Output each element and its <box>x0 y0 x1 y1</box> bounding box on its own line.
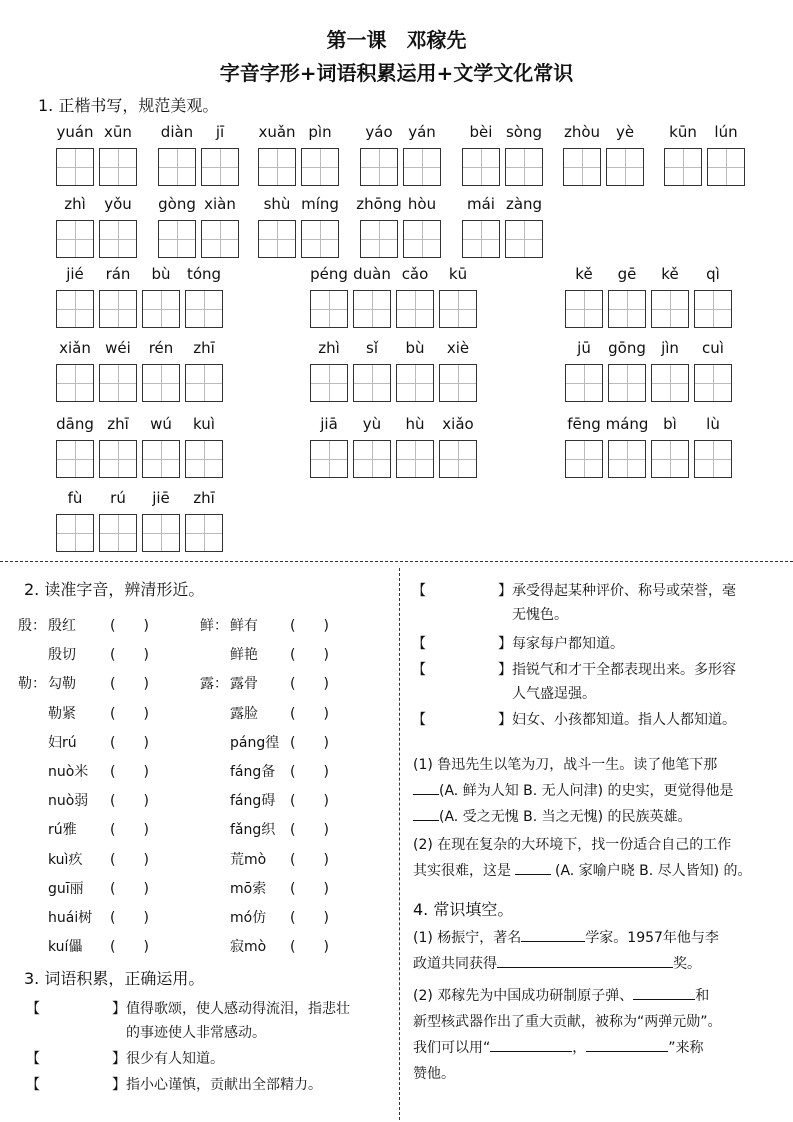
pinyin-label: tóng <box>186 265 222 283</box>
writing-cell[interactable] <box>608 440 646 478</box>
writing-cell[interactable] <box>403 220 441 258</box>
bracket-open: 【 <box>412 636 426 652</box>
answer-parentheses[interactable]: ( ) <box>290 939 329 956</box>
pinyin-label: jìn <box>661 339 679 357</box>
pinyin-label: péng <box>310 265 348 283</box>
pinyin-label: zhī <box>107 415 129 433</box>
word-item: kuí儡 <box>48 939 83 956</box>
writing-cell[interactable] <box>99 364 137 402</box>
pinyin-label: lún <box>714 123 738 141</box>
answer-parentheses[interactable]: ( ) <box>110 618 149 634</box>
answer-blank[interactable] <box>42 1048 112 1066</box>
writing-cell[interactable] <box>396 290 434 328</box>
pinyin-label: hòu <box>407 195 437 213</box>
q4-text: 学家。1957年他与李 <box>585 930 719 946</box>
character-grid <box>310 290 477 328</box>
pinyin-label: jī <box>215 123 225 141</box>
pinyin-label: wú <box>150 415 172 433</box>
writing-cell[interactable] <box>403 148 441 186</box>
answer-blank[interactable] <box>428 633 498 651</box>
word-item: 鲜有 <box>230 618 258 634</box>
writing-cell[interactable] <box>353 290 391 328</box>
pinyin-label: duàn <box>353 265 391 283</box>
answer-parentheses[interactable]: ( ) <box>290 793 329 810</box>
word-item: guī丽 <box>48 880 84 897</box>
word-item: 鲜艳 <box>230 647 258 664</box>
pinyin-label: kě <box>661 265 679 283</box>
blank[interactable] <box>633 985 695 1000</box>
writing-cell[interactable] <box>694 364 732 402</box>
character-grid <box>360 148 441 186</box>
pinyin-label: kě <box>575 265 593 283</box>
writing-cell[interactable] <box>565 364 603 402</box>
writing-cell[interactable] <box>505 148 543 186</box>
writing-cell[interactable] <box>360 148 398 186</box>
q4-text: 新型核武器作出了重大贡献，被称为“两弹元勋”。 <box>413 1014 722 1030</box>
answer-parentheses[interactable]: ( ) <box>290 676 329 693</box>
writing-cell[interactable] <box>56 440 94 478</box>
writing-cell[interactable] <box>664 148 702 186</box>
answer-parentheses[interactable]: ( ) <box>110 822 149 839</box>
writing-cell[interactable] <box>565 440 603 478</box>
answer-parentheses[interactable]: ( ) <box>290 618 329 634</box>
q2-heading: 2. 读准字音，辨清形近。 <box>24 580 205 599</box>
answer-parentheses[interactable]: ( ) <box>110 676 149 693</box>
writing-cell[interactable] <box>694 290 732 328</box>
bracket-open: 【 <box>26 1077 40 1093</box>
writing-cell[interactable] <box>694 440 732 478</box>
word-item: 露骨 <box>230 676 258 693</box>
q4-text: (2) 邓稼先为中国成功研制原子弹、 <box>413 988 634 1004</box>
character-grid <box>56 290 223 328</box>
answer-parentheses[interactable]: ( ) <box>290 764 329 780</box>
definition-text: 很少有人知道。 <box>126 1051 224 1067</box>
pinyin-label: fēng <box>567 415 601 433</box>
writing-cell[interactable] <box>462 220 500 258</box>
bracket-open: 【 <box>412 712 426 728</box>
word-item: 殷红 <box>48 618 76 634</box>
answer-blank[interactable] <box>42 998 112 1016</box>
bracket-open: 【 <box>26 1001 40 1017</box>
writing-cell[interactable] <box>360 220 398 258</box>
pinyin-label: zhòu <box>563 123 601 141</box>
writing-cell[interactable] <box>185 440 223 478</box>
pinyin-label: gòng <box>158 195 196 213</box>
writing-cell[interactable] <box>608 290 646 328</box>
writing-cell[interactable] <box>56 514 94 552</box>
character-grid <box>158 220 239 258</box>
writing-cell[interactable] <box>439 290 477 328</box>
pinyin-label: yù <box>362 415 382 433</box>
definition-text: 值得歌颂，使人感动得流泪，指悲壮 <box>126 1001 350 1017</box>
writing-cell[interactable] <box>142 440 180 478</box>
pinyin-label: diàn <box>160 123 194 141</box>
pinyin-label: bù <box>151 265 171 283</box>
writing-cell[interactable] <box>158 220 196 258</box>
answer-blank[interactable] <box>428 580 498 598</box>
pinyin-label: jié <box>66 265 84 283</box>
character-grid <box>56 364 223 402</box>
answer-parentheses[interactable]: ( ) <box>290 851 329 868</box>
pinyin-label: bì <box>663 415 677 433</box>
writing-cell[interactable] <box>606 148 644 186</box>
q4-text: 我们可以用“ <box>413 1040 491 1056</box>
word-item: kuì疚 <box>48 851 83 868</box>
sentence-2-line-a: (2) 在现在复杂的大环境下，找一份适合自己的工作 <box>413 837 732 853</box>
character-grid <box>664 148 745 186</box>
bracket-open: 【 <box>412 662 426 678</box>
word-item: 勒紧 <box>48 705 76 722</box>
q1-heading: 1. 正楷书写，规范美观。 <box>38 96 219 115</box>
bracket-close: 】 <box>498 583 512 599</box>
bracket-close: 】 <box>112 1077 126 1093</box>
writing-cell[interactable] <box>99 290 137 328</box>
sentence-2-line-b: 其实很难，这是 <box>413 863 511 879</box>
q4-text: ， <box>572 1040 587 1056</box>
writing-cell[interactable] <box>563 148 601 186</box>
bracket-close: 】 <box>112 1051 126 1067</box>
pinyin-label: míng <box>301 195 339 213</box>
pinyin-label: sòng <box>505 123 543 141</box>
writing-cell[interactable] <box>651 440 689 478</box>
answer-blank[interactable] <box>428 659 498 677</box>
pinyin-label: pìn <box>308 123 332 141</box>
bracket-close: 】 <box>498 712 512 728</box>
definition-text: 妇女、小孩都知道。指人人都知道。 <box>512 712 736 728</box>
pinyin-label: zhī <box>193 339 215 357</box>
blank[interactable] <box>490 1037 572 1052</box>
character-grid <box>360 220 441 258</box>
writing-cell[interactable] <box>310 364 348 402</box>
writing-cell[interactable] <box>651 290 689 328</box>
pinyin-label: yán <box>408 123 436 141</box>
blank[interactable] <box>586 1037 668 1052</box>
answer-parentheses[interactable]: ( ) <box>290 822 329 839</box>
definition-text: 指小心谨慎，贡献出全部精力。 <box>126 1077 322 1093</box>
blank[interactable] <box>515 860 551 875</box>
pinyin-label: jiē <box>152 489 170 507</box>
writing-cell[interactable] <box>99 148 137 186</box>
writing-cell[interactable] <box>439 364 477 402</box>
definition-continued: 无愧色。 <box>512 607 568 623</box>
word-item: 荒mò <box>230 851 267 868</box>
pinyin-label: zhōng <box>356 195 402 213</box>
writing-cell[interactable] <box>258 148 296 186</box>
writing-cell[interactable] <box>56 220 94 258</box>
writing-cell[interactable] <box>707 148 745 186</box>
page-title: 第一课 邓稼先 <box>326 28 467 52</box>
writing-cell[interactable] <box>439 440 477 478</box>
writing-cell[interactable] <box>396 364 434 402</box>
answer-parentheses[interactable]: ( ) <box>110 851 149 868</box>
character-grid <box>56 148 137 186</box>
word-item: mó仿 <box>230 910 267 926</box>
pinyin-label: cǎo <box>401 265 429 283</box>
pinyin-label: bù <box>405 339 425 357</box>
pinyin-label: jiā <box>320 415 338 433</box>
char-label: 鲜： <box>200 618 228 634</box>
writing-cell[interactable] <box>142 290 180 328</box>
writing-cell[interactable] <box>258 220 296 258</box>
writing-cell[interactable] <box>56 364 94 402</box>
answer-parentheses[interactable]: ( ) <box>290 880 329 897</box>
bracket-close: 】 <box>112 1001 126 1017</box>
word-item: nuò弱 <box>48 793 89 810</box>
q4-body <box>413 925 722 1087</box>
pinyin-label: kuì <box>193 415 215 433</box>
pinyin-label: sǐ <box>366 339 378 357</box>
pinyin-label: rén <box>148 339 174 357</box>
blank[interactable] <box>413 806 439 821</box>
pinyin-label: fù <box>67 489 83 507</box>
character-grid <box>158 148 239 186</box>
character-grid <box>565 290 732 328</box>
q4-text: ”来称 <box>668 1040 704 1056</box>
blank[interactable] <box>497 953 673 968</box>
pinyin-label: máng <box>605 415 649 433</box>
word-item: fǎng织 <box>230 822 276 839</box>
pinyin-label: xiǎo <box>442 415 474 433</box>
pinyin-label: xiàn <box>204 195 236 213</box>
character-grid <box>310 364 477 402</box>
word-item: páng徨 <box>230 734 280 751</box>
definition-text: 承受得起某种评价、称号或荣誉，毫 <box>512 583 736 599</box>
character-grid <box>56 440 223 478</box>
answer-parentheses[interactable]: ( ) <box>290 705 329 722</box>
word-item: rú雅 <box>48 822 77 839</box>
horizontal-divider <box>0 561 793 562</box>
bracket-close: 】 <box>498 636 512 652</box>
q4-text: (1) 杨振宁，著名 <box>413 930 522 946</box>
pinyin-label: zàng <box>505 195 543 213</box>
word-item: mō索 <box>230 880 267 897</box>
character-grid <box>56 220 137 258</box>
definition-text: 每家每户都知道。 <box>512 636 624 652</box>
word-item: fáng备 <box>230 764 276 780</box>
character-grid <box>462 148 543 186</box>
sentence-2 <box>413 832 752 884</box>
character-grid <box>565 440 732 478</box>
writing-cell[interactable] <box>56 148 94 186</box>
writing-cell[interactable] <box>201 220 239 258</box>
character-grid <box>310 440 477 478</box>
word-item: 殷切 <box>48 647 76 664</box>
answer-parentheses[interactable]: ( ) <box>110 764 149 780</box>
vertical-divider <box>399 568 400 1120</box>
writing-cell[interactable] <box>201 148 239 186</box>
writing-cell[interactable] <box>99 440 137 478</box>
pinyin-label: rú <box>110 489 126 507</box>
pinyin-label: mái <box>467 195 495 213</box>
bracket-open: 【 <box>412 583 426 599</box>
word-item: nuò米 <box>48 764 89 780</box>
bracket-close: 】 <box>498 662 512 678</box>
q3-heading: 3. 词语积累，正确运用。 <box>24 969 205 988</box>
definition-continued: 的事迹使人非常感动。 <box>126 1025 266 1041</box>
writing-cell[interactable] <box>310 290 348 328</box>
word-item: 露脸 <box>230 705 258 722</box>
pinyin-label: xiǎn <box>59 339 91 357</box>
pinyin-label: qì <box>706 265 720 283</box>
character-grid <box>258 220 339 258</box>
writing-cell[interactable] <box>353 440 391 478</box>
pinyin-label: yuán <box>56 123 94 141</box>
pinyin-label: rán <box>105 265 131 283</box>
answer-blank[interactable] <box>42 1074 112 1092</box>
sentence-1-line-c: (A. 受之无愧 B. 当之无愧) 的民族英雄。 <box>439 809 692 825</box>
writing-cell[interactable] <box>185 514 223 552</box>
word-item: 勾勒 <box>48 676 76 693</box>
pinyin-label: jū <box>577 339 591 357</box>
word-item: 寂mò <box>230 939 267 956</box>
answer-parentheses[interactable]: ( ) <box>110 647 149 664</box>
answer-parentheses[interactable]: ( ) <box>110 910 149 926</box>
sentence-2-line-c: (A. 家喻户晓 B. 尽人皆知) 的。 <box>555 863 752 879</box>
char-label: 殷： <box>18 618 46 634</box>
pinyin-label: zhī <box>193 489 215 507</box>
sentence-1-line-b: (A. 鲜为人知 B. 无人问津) 的史实，更觉得他是 <box>439 783 734 799</box>
answer-blank[interactable] <box>428 709 498 727</box>
pinyin-label: hù <box>405 415 425 433</box>
writing-cell[interactable] <box>142 364 180 402</box>
answer-parentheses[interactable]: ( ) <box>110 734 149 751</box>
writing-cell[interactable] <box>353 364 391 402</box>
pinyin-label: dāng <box>56 415 94 433</box>
char-label: 露： <box>200 676 228 693</box>
q4-text: 奖。 <box>673 956 701 972</box>
blank[interactable] <box>521 927 585 942</box>
writing-cell[interactable] <box>142 514 180 552</box>
answer-parentheses[interactable]: ( ) <box>110 793 149 810</box>
writing-cell[interactable] <box>396 440 434 478</box>
answer-parentheses[interactable]: ( ) <box>290 647 329 664</box>
word-item: fáng碍 <box>230 793 276 810</box>
page-subtitle: 字音字形+词语积累运用+文学文化常识 <box>219 61 574 85</box>
pinyin-label: kū <box>448 265 468 283</box>
pinyin-label: bèi <box>469 123 493 141</box>
writing-cell[interactable] <box>651 364 689 402</box>
character-grid <box>258 148 339 186</box>
word-item: 妇rú <box>48 734 77 751</box>
answer-parentheses[interactable]: ( ) <box>290 734 329 751</box>
q4-text: 政道共同获得 <box>413 956 497 972</box>
character-grid <box>563 148 644 186</box>
pinyin-label: zhì <box>64 195 86 213</box>
blank[interactable] <box>413 780 439 795</box>
word-item: huái树 <box>48 910 93 926</box>
pinyin-label: shù <box>263 195 291 213</box>
definition-text: 指锐气和才干全都表现出来。多形容 <box>512 662 736 678</box>
sentence-1-line-a: (1) 鲁迅先生以笔为刀，战斗一生。读了他笔下那 <box>413 757 718 773</box>
pinyin-label: xūn <box>104 123 132 141</box>
answer-parentheses[interactable]: ( ) <box>110 705 149 722</box>
writing-cell[interactable] <box>505 220 543 258</box>
pinyin-label: yè <box>615 123 635 141</box>
bracket-open: 【 <box>26 1051 40 1067</box>
pinyin-label: zhì <box>318 339 340 357</box>
character-grid <box>56 514 223 552</box>
pinyin-label: gē <box>617 265 637 283</box>
writing-cell[interactable] <box>158 148 196 186</box>
answer-parentheses[interactable]: ( ) <box>290 910 329 926</box>
pinyin-label: gōng <box>608 339 646 357</box>
pinyin-label: wéi <box>105 339 131 357</box>
pinyin-label: yáo <box>365 123 393 141</box>
writing-cell[interactable] <box>185 290 223 328</box>
answer-parentheses[interactable]: ( ) <box>110 939 149 956</box>
char-label: 勒： <box>18 676 46 693</box>
definition-continued: 人气盛逞强。 <box>512 686 596 702</box>
q4-text: 和 <box>695 988 710 1004</box>
pinyin-label: yǒu <box>104 195 132 213</box>
character-grid <box>565 364 732 402</box>
writing-cell[interactable] <box>185 364 223 402</box>
pinyin-label: xuǎn <box>258 123 296 141</box>
writing-cell[interactable] <box>310 440 348 478</box>
writing-cell[interactable] <box>99 220 137 258</box>
pinyin-label: cuì <box>702 339 724 357</box>
writing-cell[interactable] <box>301 220 339 258</box>
writing-cell[interactable] <box>608 364 646 402</box>
answer-parentheses[interactable]: ( ) <box>110 880 149 897</box>
writing-cell[interactable] <box>99 514 137 552</box>
pinyin-label: xiè <box>446 339 470 357</box>
sentence-1 <box>413 752 734 830</box>
writing-cell[interactable] <box>462 148 500 186</box>
writing-cell[interactable] <box>565 290 603 328</box>
q4-text: 赞他。 <box>413 1066 455 1082</box>
character-grid <box>462 220 543 258</box>
writing-cell[interactable] <box>56 290 94 328</box>
pinyin-label: kūn <box>669 123 697 141</box>
writing-cell[interactable] <box>301 148 339 186</box>
q4-heading: 4. 常识填空。 <box>413 900 514 919</box>
pinyin-label: lù <box>706 415 720 433</box>
